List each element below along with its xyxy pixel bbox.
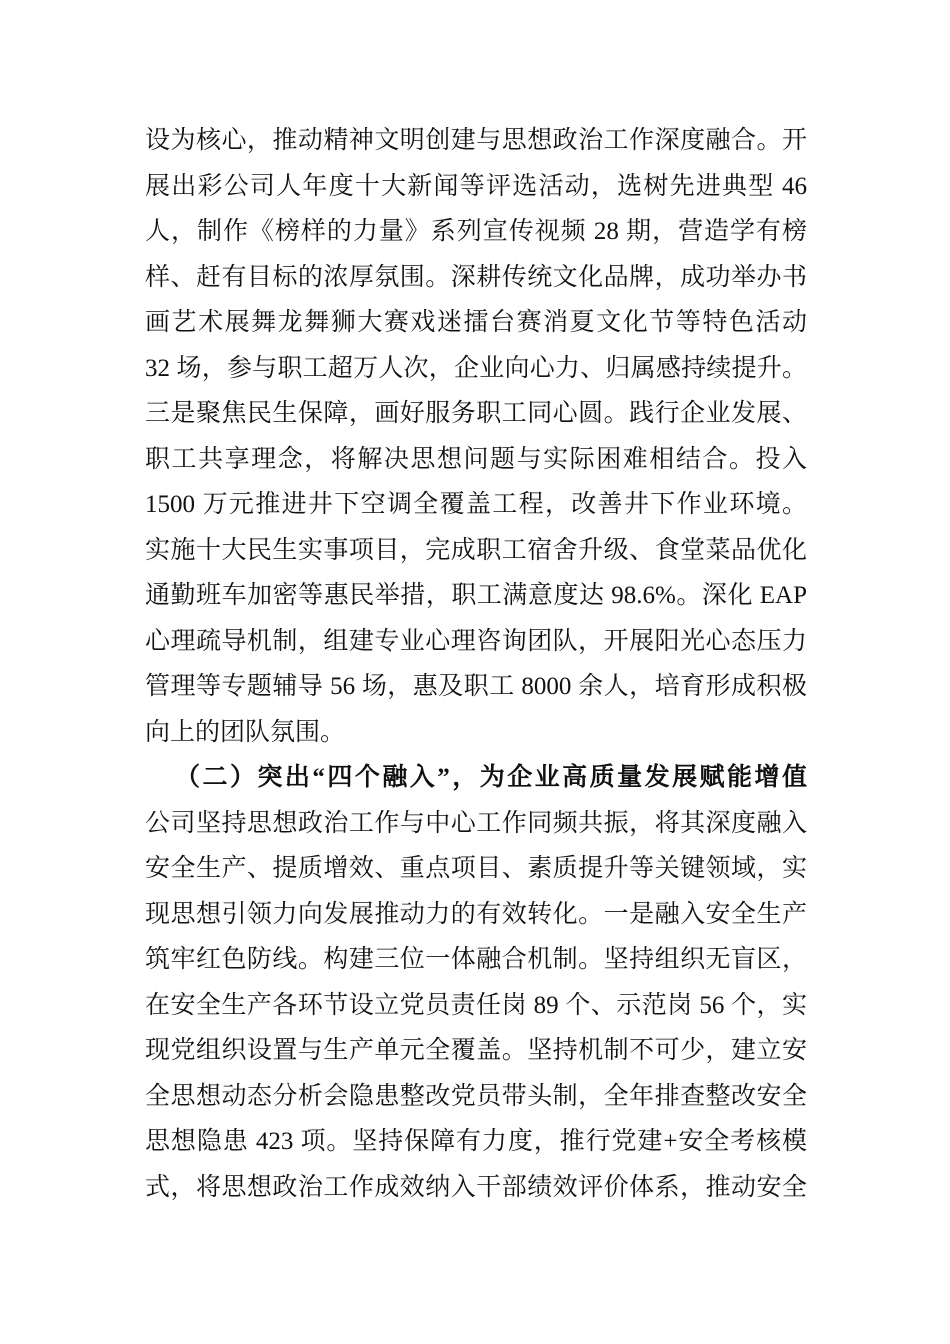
paragraph-1: [145, 118, 807, 755]
text-line: 现思想引领力向发展推动力的有效转化。一是融入安全生产: [145, 900, 807, 928]
text-line: 职工共享理念，将解决思想问题与实际困难相结合。投入: [145, 445, 807, 473]
text-line: 心理疏导机制，组建专业心理咨询团队，开展阳光心态压力: [145, 627, 807, 655]
text-line: 筑牢红色防线。构建三位一体融合机制。坚持组织无盲区，: [145, 946, 807, 973]
text-line: 三是聚焦民生保障，画好服务职工同心圆。践行企业发展、: [145, 400, 807, 427]
paragraph-2: [145, 801, 807, 1211]
text-line: 全思想动态分析会隐患整改党员带头制，全年排查整改安全: [145, 1082, 807, 1110]
text-line: 1500 万元推进井下空调全覆盖工程，改善井下作业环境。: [145, 491, 807, 518]
text-line: 画艺术展舞龙舞狮大赛戏迷擂台赛消夏文化节等特色活动: [145, 309, 807, 336]
text-line: 实施十大民生实事项目，完成职工宿舍升级、食堂菜品优化: [145, 536, 807, 564]
text-line: 在安全生产各环节设立党员责任岗 89 个、示范岗 56 个，实: [145, 991, 807, 1019]
text-line: 向上的团队氛围。: [145, 718, 346, 746]
text-line: 人，制作《榜样的力量》系列宣传视频 28 期，营造学有榜: [145, 218, 807, 245]
text-line: 式，将思想政治工作成效纳入干部绩效评价体系，推动安全: [145, 1173, 807, 1201]
section-heading: （二）突出“四个融入”，为企业高质量发展赋能增值: [175, 764, 807, 791]
document-page: [145, 118, 807, 1210]
text-line: 通勤班车加密等惠民举措，职工满意度达 98.6%。深化 EAP: [145, 582, 807, 609]
text-line: 32 场，参与职工超万人次，企业向心力、归属感持续提升。: [145, 354, 807, 382]
text-line: 公司坚持思想政治工作与中心工作同频共振，将其深度融入: [145, 809, 807, 837]
text-line: 安全生产、提质增效、重点项目、素质提升等关键领域，实: [145, 855, 807, 882]
text-line: 思想隐患 423 项。坚持保障有力度，推行党建+安全考核模: [145, 1128, 807, 1155]
text-line: 展出彩公司人年度十大新闻等评选活动，选树先进典型 46: [145, 172, 807, 200]
text-line: 现党组织设置与生产单元全覆盖。坚持机制不可少，建立安: [145, 1037, 807, 1064]
text-line: 设为核心，推动精神文明创建与思想政治工作深度融合。开: [145, 127, 807, 154]
text-line: 样、赶有目标的浓厚氛围。深耕传统文化品牌，成功举办书: [145, 263, 807, 291]
text-line: 管理等专题辅导 56 场，惠及职工 8000 余人，培育形成积极: [145, 673, 807, 700]
